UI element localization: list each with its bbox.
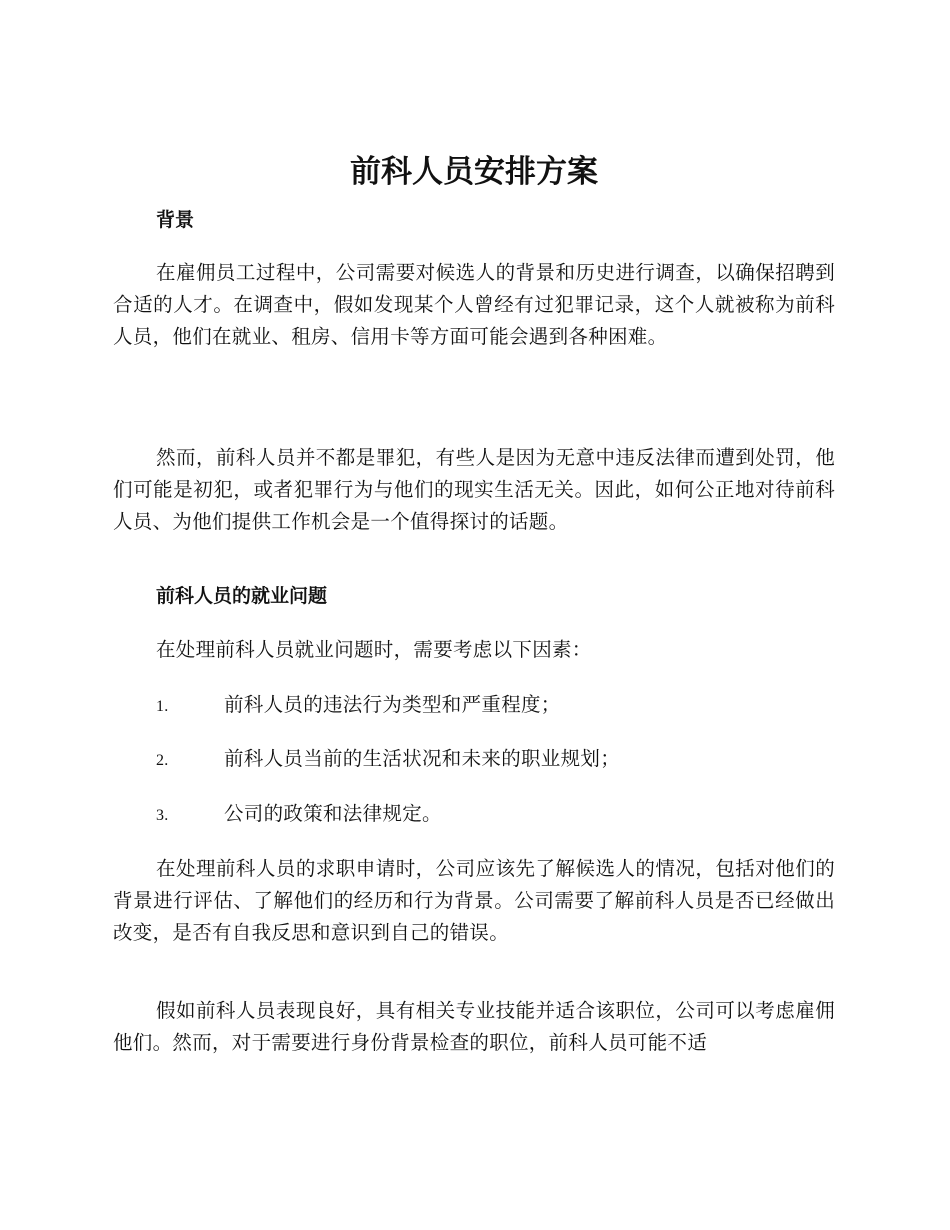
document-title: 前科人员安排方案 — [350, 154, 598, 190]
paragraph: 假如前科人员表现良好，具有相关专业技能并适合该职位，公司可以考虑雇佣他们。然而，对于需要进行身份背景检查的职位，前科人员可能不适 — [113, 999, 835, 1054]
list-number: 3. — [156, 807, 169, 824]
list-text: 前科人员的违法行为类型和严重程度； — [224, 693, 561, 716]
list-number: 2. — [156, 752, 169, 769]
section-heading-employment: 前科人员的就业问题 — [156, 585, 328, 607]
paragraph: 在处理前科人员的求职申请时，公司应该先了解候选人的情况，包括对他们的背景进行评估、了解他们的经历和行为背景。公司需要了解前科人员是否已经做出改变，是否有自我反思和意识到自己的错误。 — [113, 857, 835, 944]
list-text: 公司的政策和法律规定。 — [224, 802, 442, 825]
paragraph-intro: 在处理前科人员就业问题时，需要考虑以下因素： — [156, 638, 592, 661]
list-item — [156, 689, 835, 723]
list-item — [156, 798, 835, 832]
list-text: 前科人员当前的生活状况和未来的职业规划； — [224, 747, 621, 770]
paragraph: 在雇佣员工过程中，公司需要对候选人的背景和历史进行调查，以确保招聘到合适的人才。在调查中，假如发现某个人曾经有过犯罪记录，这个人就被称为前科人员，他们在就业、租房、信用卡等方面可能会遇到各种困难。 — [113, 261, 835, 348]
section-heading-background: 背景 — [156, 209, 195, 231]
list-item — [156, 743, 835, 777]
list-number: 1. — [156, 698, 169, 715]
paragraph: 然而，前科人员并不都是罪犯，有些人是因为无意中违反法律而遭到处罚，他们可能是初犯，或者犯罪行为与他们的现实生活无关。因此，如何公正地对待前科人员、为他们提供工作机会是一个值得探讨的话题。 — [113, 446, 835, 533]
